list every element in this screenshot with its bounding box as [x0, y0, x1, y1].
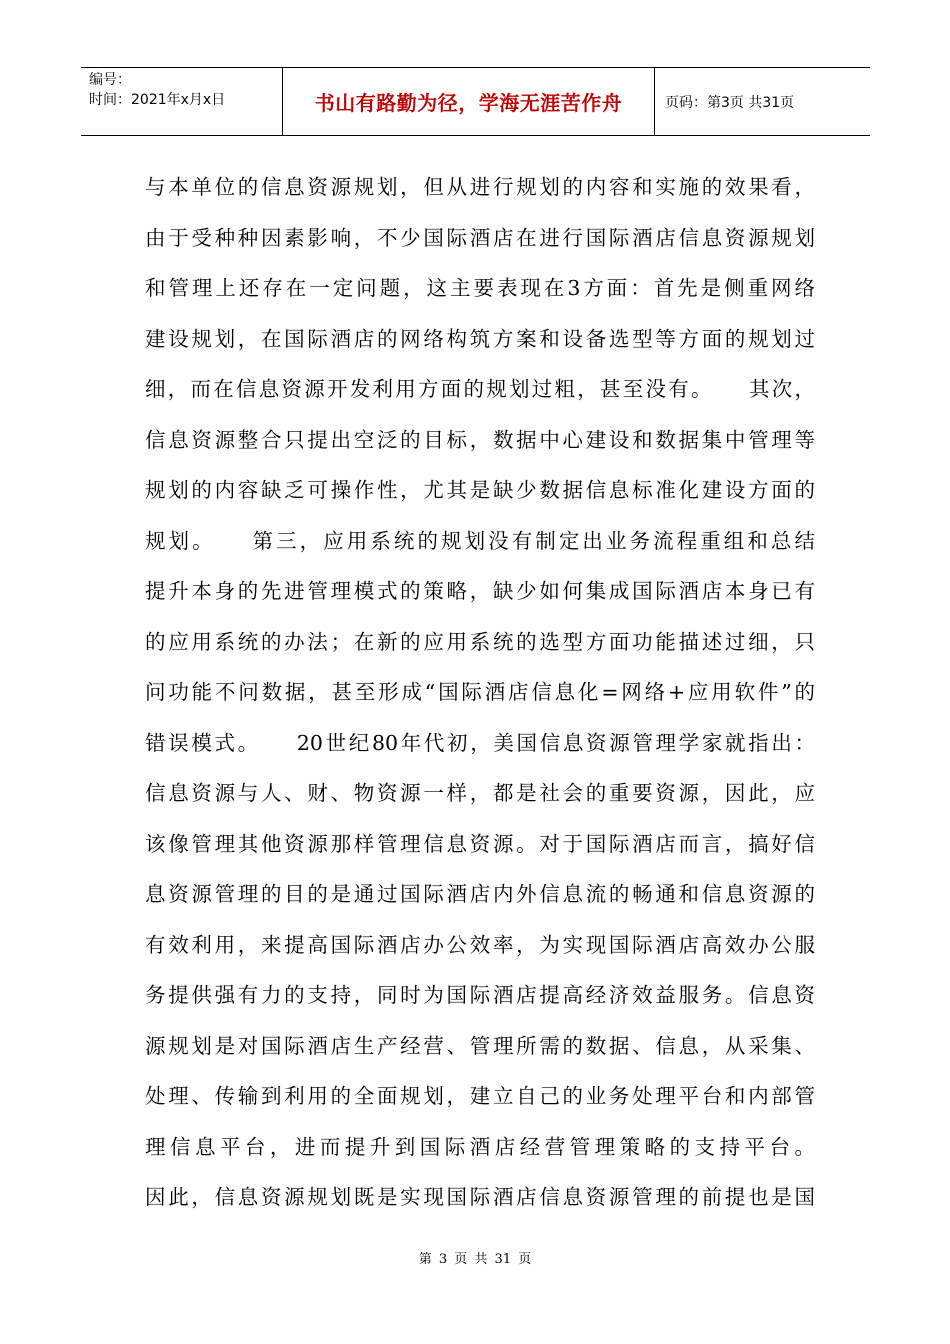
body-line: 提升本身的先进管理模式的策略，缺少如何集成国际酒店本身已有	[145, 579, 815, 603]
body-line: 问功能不问数据，甚至形成“国际酒店信息化=网络+应用软件”的	[145, 680, 815, 704]
body-line: 的应用系统的办法；在新的应用系统的选型方面功能描述过细，只	[145, 629, 815, 654]
body-line: 细，而在信息资源开发利用方面的规划过粗，甚至没有。 其次，	[145, 377, 815, 401]
page-footer: 第 3 页 共 31 页	[418, 1252, 532, 1267]
body-line: 信息资源与人、财、物资源一样，都是社会的重要资源，因此，应	[145, 781, 815, 805]
body-line: 处理、传输到利用的全面规划，建立自己的业务处理平台和内部管	[145, 1084, 815, 1108]
body-line: 源规划是对国际酒店生产经营、管理所需的数据、信息，从采集、	[145, 1033, 815, 1058]
header-meta-cell	[81, 68, 283, 135]
body-line: 理信息平台，进而提升到国际酒店经营管理策略的支持平台。	[145, 1134, 815, 1159]
body-line: 有效利用，来提高国际酒店办公效率，为实现国际酒店高效办公服	[145, 932, 815, 957]
body-line: 和管理上还存在一定问题，这主要表现在3方面：首先是侧重网络	[145, 276, 815, 300]
header-page-info: 页码：第3页 共31页	[665, 94, 795, 111]
header-page-cell	[655, 68, 870, 135]
body-line: 该像管理其他资源那样管理信息资源。对于国际酒店而言，搞好信	[145, 831, 815, 856]
document-number-label: 编号：	[89, 72, 131, 88]
body-line: 息资源管理的目的是通过国际酒店内外信息流的畅通和信息资源的	[145, 882, 815, 906]
body-line: 信息资源整合只提出空泛的目标，数据中心建设和数据集中管理等	[145, 427, 815, 452]
document-date-label: 时间：2021年x月x日	[89, 92, 226, 108]
header-motto-cell	[283, 68, 655, 135]
page-header	[81, 67, 870, 136]
body-line: 建设规划，在国际酒店的网络构筑方案和设备选型等方面的规划过	[145, 326, 815, 351]
body-line: 与本单位的信息资源规划，但从进行规划的内容和实施的效果看，	[145, 175, 815, 199]
body-line: 错误模式。 20世纪80年代初，美国信息资源管理学家就指出：	[145, 730, 815, 755]
body-line: 规划。 第三，应用系统的规划没有制定出业务流程重组和总结	[145, 528, 815, 553]
body-line: 务提供强有力的支持，同时为国际酒店提高经济效益服务。信息资	[145, 983, 815, 1007]
body-line: 因此，信息资源规划既是实现国际酒店信息资源管理的前提也是国	[145, 1185, 815, 1209]
body-line: 规划的内容缺乏可操作性，尤其是缺少数据信息标准化建设方面的	[145, 478, 815, 502]
body-line: 由于受种种因素影响，不少国际酒店在进行国际酒店信息资源规划	[145, 225, 815, 250]
document-body	[145, 162, 815, 1223]
header-motto: 书山有路勤为径，学海无涯苦作舟	[314, 91, 623, 115]
